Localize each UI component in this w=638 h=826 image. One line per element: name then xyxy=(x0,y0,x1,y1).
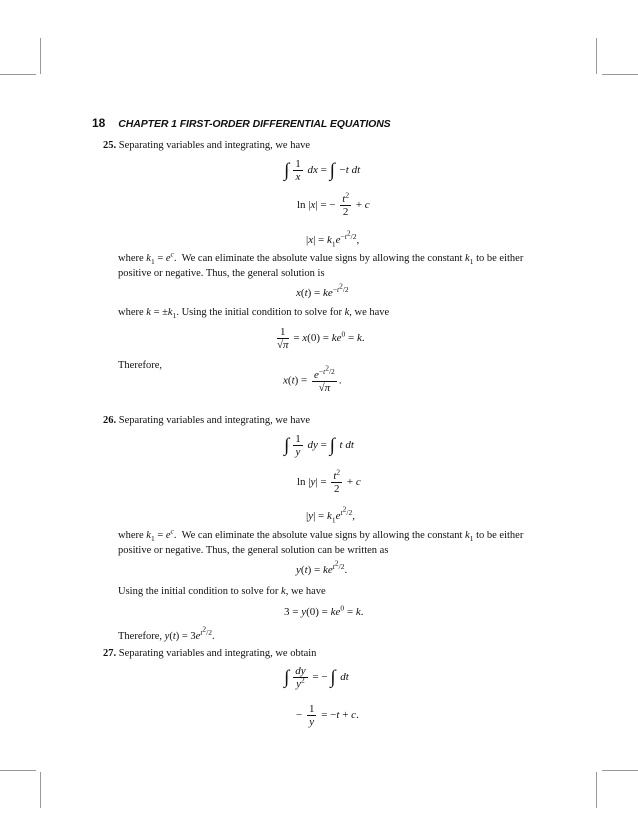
paragraph-line: Therefore, $y(t) = 3e^{t^2/2}$. xyxy=(118,624,215,642)
problem-text: Separating variables and integrating, we obtain xyxy=(118,648,317,659)
paragraph-line: Therefore, xyxy=(118,360,163,371)
crop-mark xyxy=(40,772,41,808)
equation: ∫ $\frac{1}{y}$ dy = ∫ t dt xyxy=(284,433,354,458)
paragraph-line: positive or negative. Thus, the general solution can be written as xyxy=(118,545,389,556)
problem-number: 26. xyxy=(103,415,117,426)
equation: x(t) = $\frac{e^{-t^2/2}}{√\pi}$ . xyxy=(283,363,342,395)
chapter-title: CHAPTER 1 FIRST-ORDER DIFFERENTIAL EQUATIONS xyxy=(118,118,391,130)
crop-mark xyxy=(596,772,597,808)
problem-26-intro xyxy=(103,415,310,426)
equation: $|x| = k_1e^{-t^2/2}$, xyxy=(306,228,360,249)
equation: ∫ $\frac{dy}{y^2}$ = − ∫ dt xyxy=(284,665,349,690)
crop-mark xyxy=(596,38,597,74)
problem-25-intro xyxy=(103,140,310,151)
paragraph-line: where $k_1 = e^c$. We can eliminate the absolute value signs by allowing the constant $k_1$ to be either xyxy=(118,526,524,544)
problem-text: Separating variables and integrating, we have xyxy=(118,140,311,151)
paragraph-line: where $k = \pm k_1$. Using the initial condition to solve for k, we have xyxy=(118,307,390,321)
equation: $y(t) = ke^{t^2/2}$. xyxy=(296,558,348,577)
equation: − $\frac{1}{y}$ = −t + c. xyxy=(296,703,359,728)
paragraph-line: Using the initial condition to solve for k, we have xyxy=(118,586,326,597)
problem-27-intro xyxy=(103,648,316,659)
equation: ln |y| = $\frac{t^2}{2}$ + c xyxy=(297,467,361,495)
equation: ∫ $\frac{1}{x}$ dx = ∫ −t dt xyxy=(284,158,361,183)
paragraph-line: positive or negative. Thus, the general solution is xyxy=(118,268,325,279)
crop-mark xyxy=(40,38,41,74)
equation: $|y| = k_1e^{t^2/2}$, xyxy=(306,504,355,525)
equation: $x(t) = ke^{-t^2/2}$ xyxy=(296,281,349,300)
equation: $3 = y(0) = ke^0 = k$. xyxy=(284,603,364,618)
crop-mark xyxy=(0,770,36,771)
page-number: 18 xyxy=(92,116,106,130)
crop-mark xyxy=(602,74,638,75)
problem-text: Separating variables and integrating, we have xyxy=(118,415,311,426)
equation: ln |x| = − $\frac{t^2}{2}$ + c xyxy=(297,190,370,218)
paragraph-line: where $k_1 = e^c$. We can eliminate the absolute value signs by allowing the constant $k_1$ to be either xyxy=(118,249,524,267)
problem-number: 27. xyxy=(103,648,117,659)
equation: $\frac{1}{√\pi}$ = $x(0) = ke^0 = k$. xyxy=(277,326,365,351)
running-header xyxy=(92,116,391,130)
crop-mark xyxy=(602,770,638,771)
problem-number: 25. xyxy=(103,140,117,151)
crop-mark xyxy=(0,74,36,75)
